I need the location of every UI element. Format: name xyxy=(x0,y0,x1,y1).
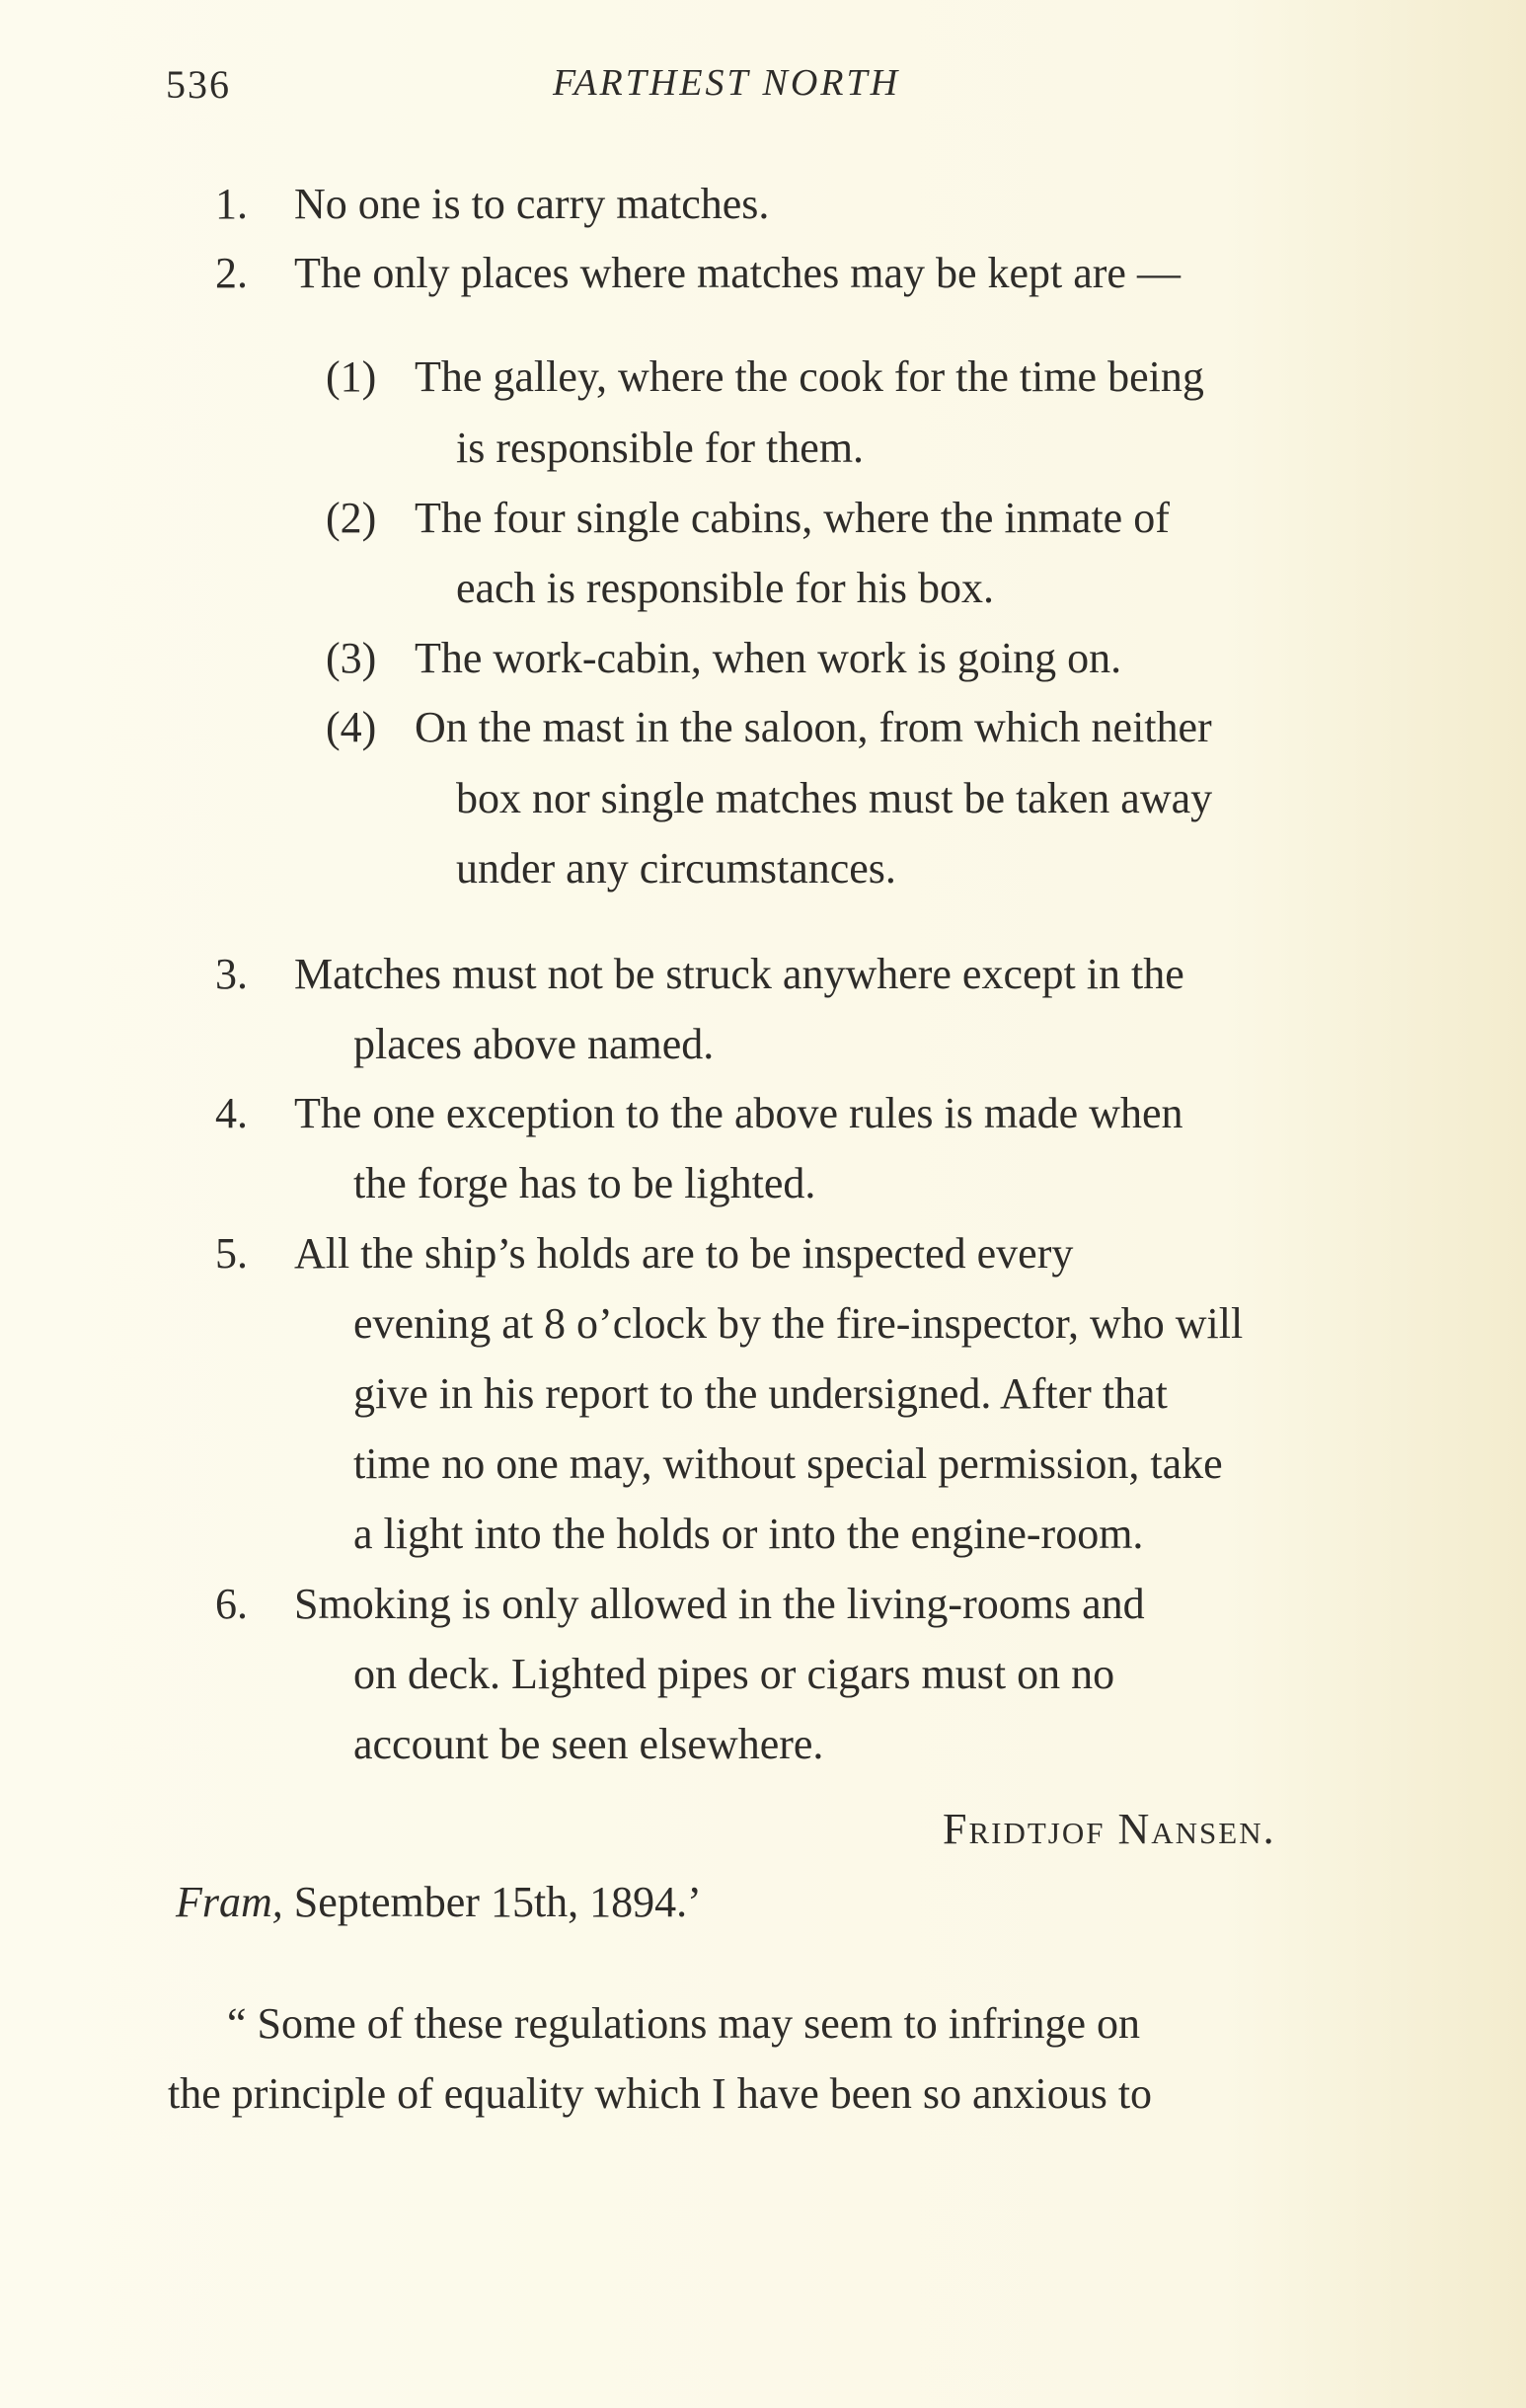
place-text-line: box nor single matches must be taken away xyxy=(456,774,1213,822)
rule-number: 4. xyxy=(215,1089,248,1137)
place-text-line: under any circumstances. xyxy=(456,844,896,893)
place-number: (2) xyxy=(326,494,377,542)
place-text-line: each is responsible for his box. xyxy=(456,564,994,612)
rule-number: 3. xyxy=(215,950,248,998)
rule-number: 5. xyxy=(215,1229,248,1278)
rule-text-line: account be seen elsewhere. xyxy=(353,1720,824,1768)
rule-text-line: a light into the holds or into the engine-room. xyxy=(353,1510,1144,1558)
rule-text-line: give in his report to the undersigned. After that xyxy=(353,1369,1168,1418)
rule-text-line: evening at 8 o’clock by the fire-inspector, who will xyxy=(353,1299,1244,1348)
place-text-line: The work-cabin, when work is going on. xyxy=(415,634,1122,682)
place-text-line: is responsible for them. xyxy=(456,424,865,472)
place-number: (4) xyxy=(326,703,377,751)
rule-number: 1. xyxy=(215,180,248,228)
rule-text-line: Smoking is only allowed in the living-rooms and xyxy=(294,1580,1145,1628)
rule-text-line: The one exception to the above rules is made when xyxy=(294,1089,1183,1137)
rule-text-line: All the ship’s holds are to be inspected every xyxy=(294,1229,1074,1278)
rule-number: 6. xyxy=(215,1580,248,1628)
place-number: (3) xyxy=(326,634,377,682)
date-text: September 15th, 1894.’ xyxy=(282,1878,702,1926)
rule-text-line: the forge has to be lighted. xyxy=(353,1159,816,1207)
rule-text-line: No one is to carry matches. xyxy=(294,180,770,228)
rule-number: 2. xyxy=(215,249,248,297)
place-text-line: On the mast in the saloon, from which neither xyxy=(415,703,1212,751)
paragraph-line: the principle of equality which I have been so anxious to xyxy=(168,2069,1153,2118)
ship-name: Fram, xyxy=(176,1878,283,1926)
rule-text-line: time no one may, without special permission, take xyxy=(353,1439,1223,1488)
place-text-line: The galley, where the cook for the time being xyxy=(415,352,1204,401)
rule-text-line: on deck. Lighted pipes or cigars must on no xyxy=(353,1650,1115,1698)
rule-text-line: places above named. xyxy=(353,1020,715,1068)
paragraph-line: “ Some of these regulations may seem to infringe on xyxy=(227,1999,1140,2048)
dateline xyxy=(176,1878,702,1926)
place-number: (1) xyxy=(326,352,377,401)
signature: Fridtjof Nansen. xyxy=(943,1805,1276,1853)
rule-text-line: Matches must not be struck anywhere except in the xyxy=(294,950,1184,998)
page-number: 536 xyxy=(166,62,231,107)
running-head: FARTHEST NORTH xyxy=(553,62,901,104)
place-text-line: The four single cabins, where the inmate of xyxy=(415,494,1170,542)
page-header xyxy=(0,61,1526,120)
rule-text-line: The only places where matches may be kept are — xyxy=(294,249,1181,297)
